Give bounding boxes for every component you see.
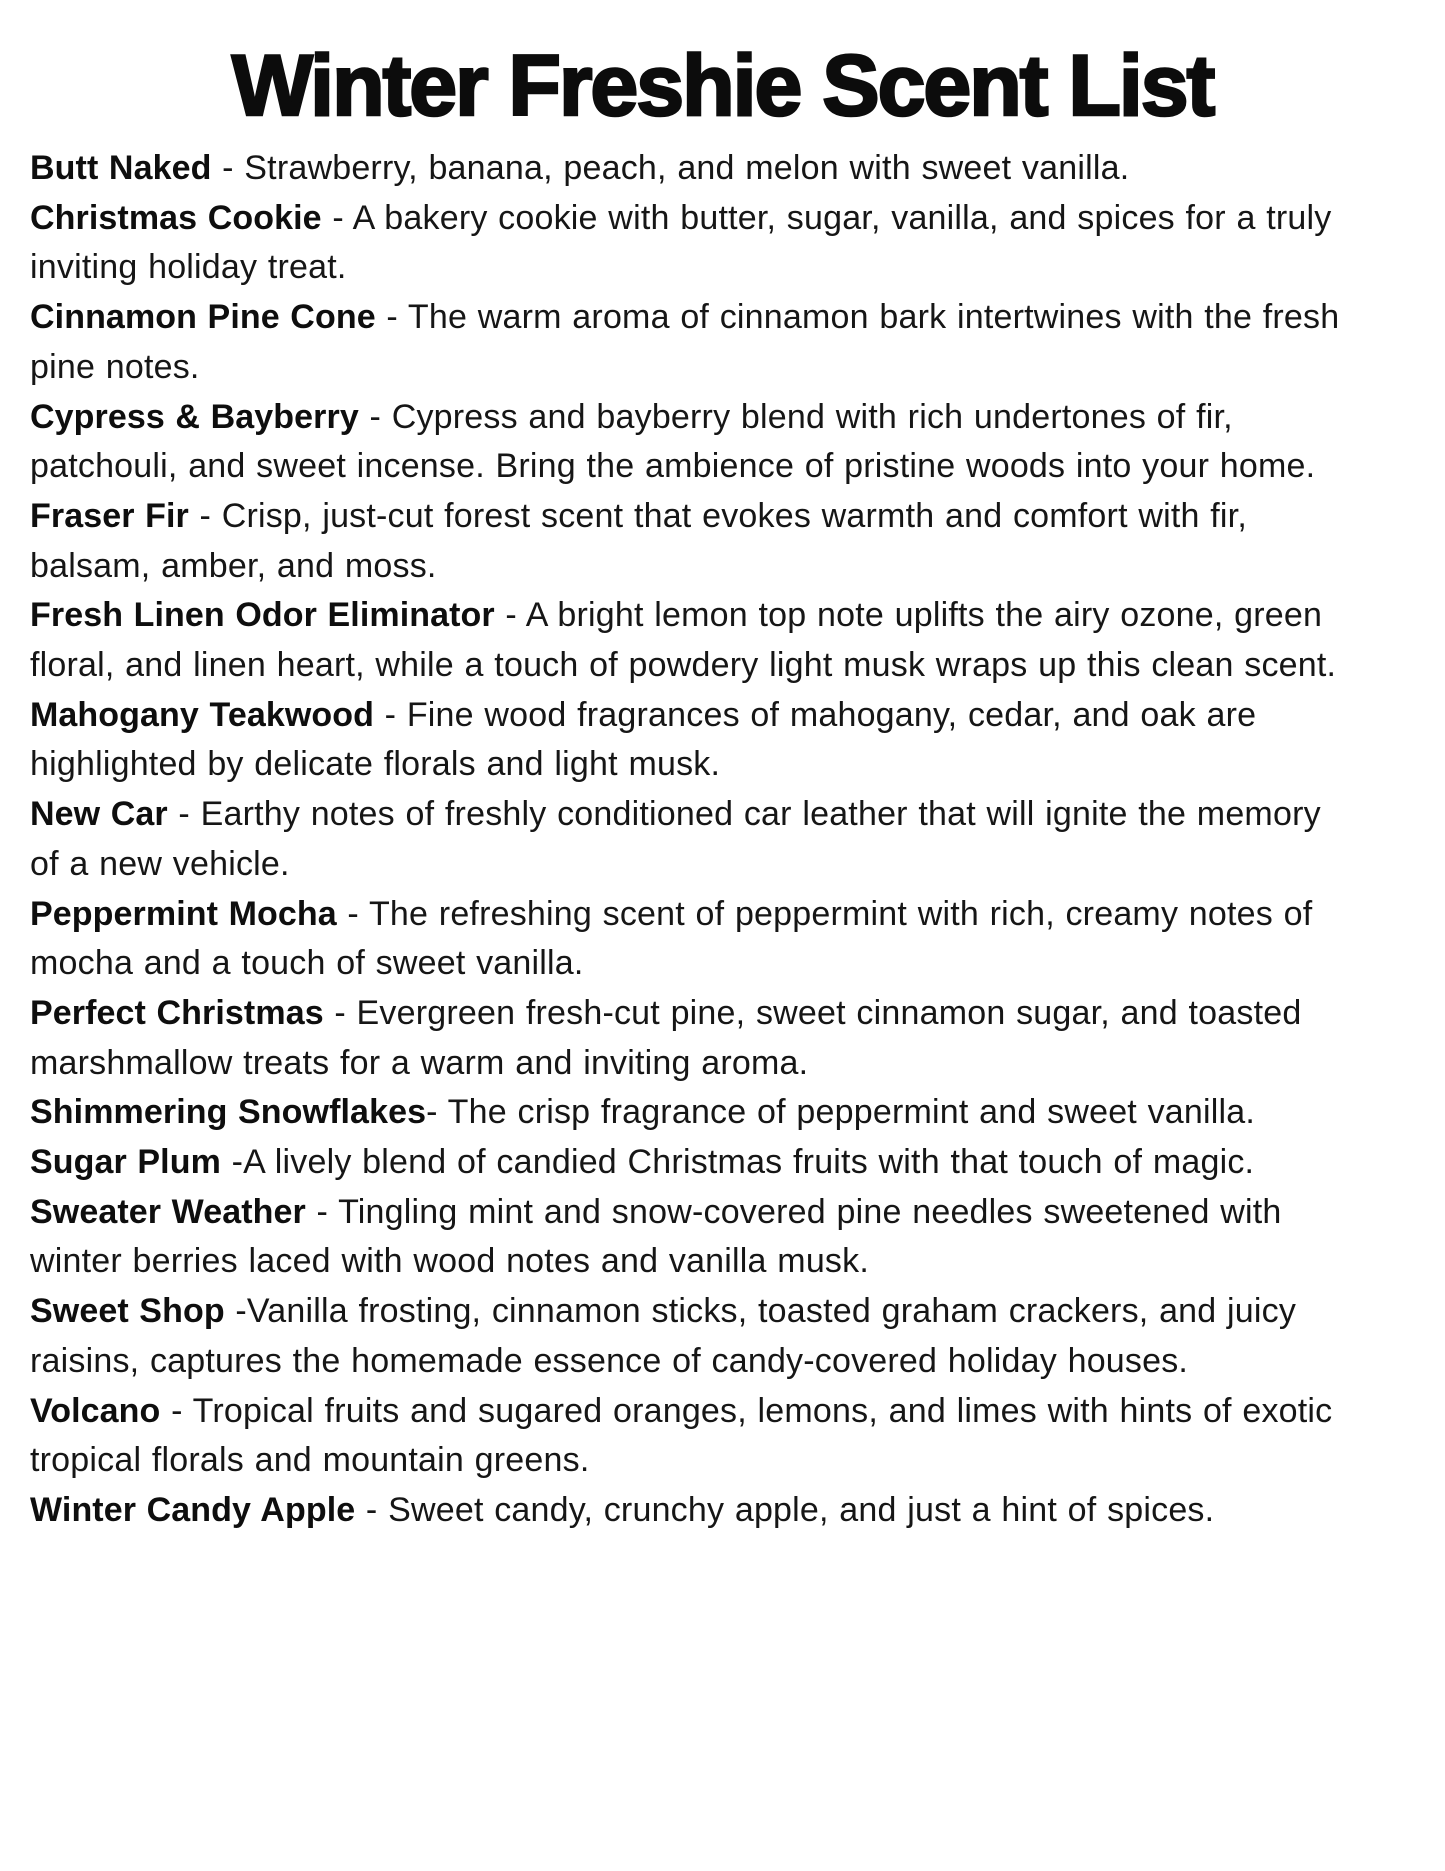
scent-separator: -	[167, 795, 201, 834]
scent-name: Mahogany Teakwood	[30, 695, 374, 734]
scent-name: Butt Naked	[30, 149, 212, 187]
scent-separator: -	[375, 298, 408, 337]
scent-description: A bright lemon top note uplifts the airy ozone, green floral, and linen heart, while a touch of powdery light musk wraps up this clean scent.	[30, 596, 1337, 685]
scent-name: Winter Candy Apple	[30, 1490, 356, 1529]
scent-separator: -	[160, 1391, 193, 1430]
scent-separator: -	[211, 149, 245, 187]
scent-name: Volcano	[30, 1391, 161, 1430]
scent-item	[30, 194, 1352, 293]
scent-item	[30, 1088, 1352, 1138]
scent-name: Peppermint Mocha	[30, 894, 337, 933]
scent-description: Sweet candy, crunchy apple, and just a hint of spices.	[388, 1490, 1215, 1529]
scent-item	[30, 393, 1352, 492]
scent-name: Sweet Shop	[30, 1292, 225, 1331]
scent-separator: -	[355, 1490, 389, 1529]
scent-name: Cinnamon Pine Cone	[30, 298, 376, 337]
scent-item	[30, 691, 1352, 790]
scent-separator: -	[323, 993, 357, 1032]
scent-item	[30, 1188, 1352, 1287]
scent-item	[30, 1287, 1352, 1386]
scent-item	[30, 1138, 1352, 1188]
scent-item	[30, 293, 1352, 392]
scent-name: Fresh Linen Odor Eliminator	[30, 596, 495, 635]
scent-description: A bakery cookie with butter, sugar, vanilla, and spices for a truly inviting holiday treat.	[30, 198, 1332, 287]
scent-description: The crisp fragrance of peppermint and sweet vanilla.	[447, 1093, 1256, 1132]
scent-description: The warm aroma of cinnamon bark intertwines with the fresh pine notes.	[30, 298, 1340, 386]
scent-separator: -	[305, 1192, 339, 1231]
scent-description: Vanilla frosting, cinnamon sticks, toasted graham crackers, and juicy raisins, captures the homemade essence of candy-covered holiday houses.	[30, 1292, 1297, 1380]
scent-description: Strawberry, banana, peach, and melon with sweet vanilla.	[244, 149, 1130, 187]
scent-name: Sweater Weather	[30, 1192, 306, 1231]
scent-item	[30, 144, 1352, 194]
page-title: Winter Freshie Scent List	[231, 38, 1214, 134]
scent-separator: -	[336, 894, 369, 933]
scent-description: Cypress and bayberry blend with rich undertones of fir, patchouli, and sweet incense. Bring the ambience of pristine woods into your home.	[30, 397, 1316, 486]
scent-separator: -	[358, 397, 392, 436]
scent-separator: -	[321, 198, 353, 237]
scent-item	[30, 1387, 1352, 1486]
scent-name: Perfect Christmas	[30, 993, 324, 1032]
scent-description: Crisp, just-cut forest scent that evokes warmth and comfort with fir, balsam, amber, and moss.	[30, 496, 1247, 585]
scent-description: Earthy notes of freshly conditioned car leather that will ignite the memory of a new vehicle.	[30, 795, 1321, 883]
scent-item	[30, 989, 1352, 1088]
scent-name: New Car	[30, 795, 168, 834]
scent-description: A lively blend of candied Christmas fruits with that touch of magic.	[243, 1143, 1255, 1182]
scent-name: Christmas Cookie	[30, 198, 322, 237]
scent-separator: -	[374, 695, 407, 734]
scent-item	[30, 591, 1352, 690]
scent-item	[30, 1486, 1352, 1536]
scent-name: Shimmering Snowflakes	[30, 1093, 427, 1132]
scent-item	[30, 492, 1352, 591]
scent-item	[30, 890, 1352, 989]
scent-list	[0, 138, 1400, 1536]
scent-separator: -	[220, 1143, 244, 1182]
scent-name: Sugar Plum	[30, 1143, 221, 1182]
scent-description: Tingling mint and snow-covered pine needles sweetened with winter berries laced with wood notes and vanilla musk.	[30, 1192, 1282, 1281]
scent-separator: -	[426, 1093, 448, 1132]
scent-description: The refreshing scent of peppermint with rich, creamy notes of mocha and a touch of sweet vanilla.	[30, 894, 1313, 983]
scent-description: Tropical fruits and sugared oranges, lemons, and limes with hints of exotic tropical florals and mountain greens.	[30, 1391, 1333, 1480]
scent-description: Fine wood fragrances of mahogany, cedar, and oak are highlighted by delicate florals and light musk.	[30, 695, 1257, 784]
scent-name: Fraser Fir	[30, 496, 189, 535]
scent-separator: -	[494, 596, 526, 635]
scent-name: Cypress & Bayberry	[30, 397, 359, 436]
scent-separator: -	[188, 496, 222, 535]
scent-description: Evergreen fresh-cut pine, sweet cinnamon sugar, and toasted marshmallow treats for a warm and inviting aroma.	[30, 993, 1302, 1082]
scent-separator: -	[224, 1292, 247, 1331]
scent-item	[30, 790, 1352, 889]
